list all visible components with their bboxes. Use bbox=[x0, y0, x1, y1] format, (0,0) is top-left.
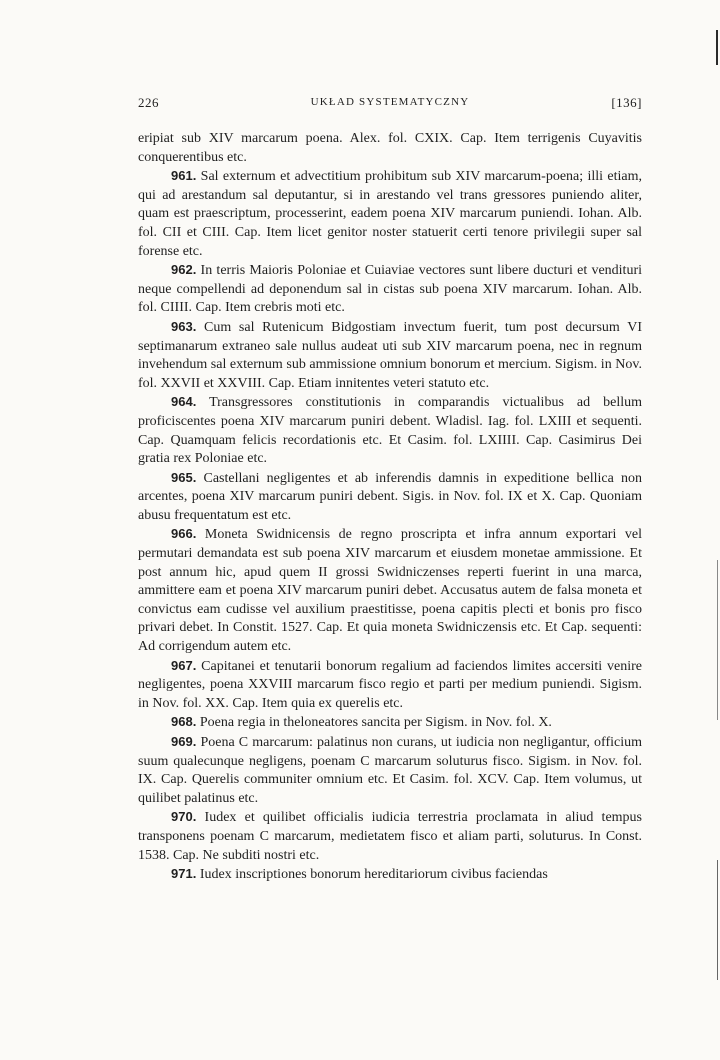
paragraph-965 bbox=[138, 469, 642, 526]
running-title: UKŁAD SYSTEMATYCZNY bbox=[310, 96, 470, 108]
article-number: 968. bbox=[171, 714, 197, 730]
paragraph-text: Capitanei et tenutarii bonorum regalium ad faciendos limites accersiti venire negligentes, poena XXVIII marcarum fisco regio et parti per medium puniendi. Sigism. in Nov. fol. XX. Cap. Item quia ex querelis etc. bbox=[138, 658, 642, 711]
section-number: [136] bbox=[611, 95, 642, 110]
article-number: 969. bbox=[171, 734, 197, 749]
scan-edge-mark-bottom bbox=[717, 860, 718, 980]
paragraph-text: Sal externum et advectitium prohibitum sub XIV marcarum-poena; illi etiam, qui ad arestandum sal deputantur, si in arestando vel trans gressores puniendo aliter, quam est praescriptum, processerint, eadem poena XIV marcarum puniendi. Iohan. Alb. fol. CII et CIII. Cap. Item licet genitor noster statuerit certi tenore privilegii super sal forense etc. bbox=[138, 169, 642, 259]
paragraph-964 bbox=[138, 393, 642, 468]
paragraph-966 bbox=[138, 525, 642, 656]
paragraph-961 bbox=[138, 167, 642, 261]
scan-edge-mark-top bbox=[716, 30, 718, 65]
article-number: 964. bbox=[171, 394, 197, 410]
article-number: 966. bbox=[171, 526, 197, 542]
paragraph-text: Castellani negligentes et ab inferendis damnis in expeditione bellica non arcentes, poena XIV marcarum puniri debent. Sigis. in Nov. fol. IX et X. Cap. Quoniam abusu frequentatum est etc. bbox=[138, 470, 642, 523]
article-number: 967. bbox=[171, 657, 197, 673]
paragraph-967 bbox=[138, 657, 642, 714]
paragraph-text: Transgressores constitutionis in comparandis victualibus ad bellum proficiscentes poena XIV marcarum puniri debent. Wladisl. Iag. fol. LXIII et sequenti. Cap. Quamquam felicis recordationis etc. Et Casim. fol. LXIIII. Cap. Casimirus Dei gratia rex Poloniae etc. bbox=[138, 395, 642, 467]
article-number: 963. bbox=[171, 318, 197, 334]
paragraph-968 bbox=[138, 713, 642, 733]
scan-edge-mark-middle bbox=[717, 560, 718, 720]
paragraph-continuation bbox=[138, 130, 642, 167]
article-number: 961. bbox=[171, 168, 197, 184]
paragraph-text: Moneta Swidnicensis de regno proscripta et infra annum exportari vel permutari demandata est sub poena XIV marcarum et eiusdem monetae ammissione. Et post annum hic, apud quem II grossi Swidniczenses reperti fuerint in una marca, ammittere eam et poena XIV marcarum puniri debet. Accusatus autem de falsa moneta et convictus eam cudisse vel auxilium praestitisse, poena capitis plecti et bonis pro fisco privari debet. In Constit. 1527. Cap. Et quia moneta Swidniczensis etc. Et Cap. sequenti: Ad corrigendum autem etc. bbox=[138, 527, 643, 655]
running-header bbox=[138, 95, 642, 115]
body-text bbox=[138, 130, 642, 885]
paragraph-text: Poena C marcarum: palatinus non curans, ut iudicia non negligantur, officium suum qualecunque negligens, poenam C marcarum soluturus fisco. Sigism. in Nov. fol. IX. Cap. Querelis communiter omnium etc. Et Casim. fol. XCV. Cap. Item volumus, ut quilibet palatinus etc. bbox=[138, 735, 642, 806]
paragraph-969 bbox=[138, 733, 642, 808]
paragraph-text: Iudex et quilibet officialis iudicia terrestria proclamata in aliud tempus transponens poenam C marcarum, medietatem fisco et aliam parti, soluturus. In Const. 1538. Cap. Ne subditi nostri etc. bbox=[138, 810, 642, 863]
article-number: 962. bbox=[171, 262, 197, 278]
paragraph-text: Poena regia in theloneatores sancita per Sigism. in Nov. fol. X. bbox=[199, 715, 552, 731]
article-number: 970. bbox=[171, 809, 197, 825]
page-number: 226 bbox=[138, 95, 159, 110]
paragraph-963 bbox=[138, 318, 642, 393]
paragraph-text: Cum sal Rutenicum Bidgostiam invectum fuerit, tum post decursum VI septimanarum extraneo sale nullus audeat uti sub XIV marcarum poena, nec in regnum invehendum sal externum sub ammissione omnium bonorum et mercium. Sigism. in Nov. fol. XXVII et XXVIII. Cap. Etiam innitentes veteri statuto etc. bbox=[138, 319, 642, 391]
paragraph-text: In terris Maioris Poloniae et Cuiaviae vectores sunt libere ducturi et vendituri neque compellendi ad deponendum sal in cistas sub poena XIV marcarum. Iohan. Alb. fol. CIIII. Cap. Item crebris moti etc. bbox=[138, 263, 642, 316]
article-number: 971. bbox=[171, 866, 197, 882]
paragraph-text: eripiat sub XIV marcarum poena. Alex. fol. CXIX. Cap. Item terrigenis Cuyavitis conquerentibus etc. bbox=[138, 131, 642, 165]
paragraph-971 bbox=[138, 865, 642, 885]
paragraph-962 bbox=[138, 261, 642, 318]
paragraph-970 bbox=[138, 808, 642, 865]
article-number: 965. bbox=[171, 469, 197, 485]
paragraph-text: Iudex inscriptiones bonorum hereditariorum civibus faciendas bbox=[199, 867, 548, 883]
